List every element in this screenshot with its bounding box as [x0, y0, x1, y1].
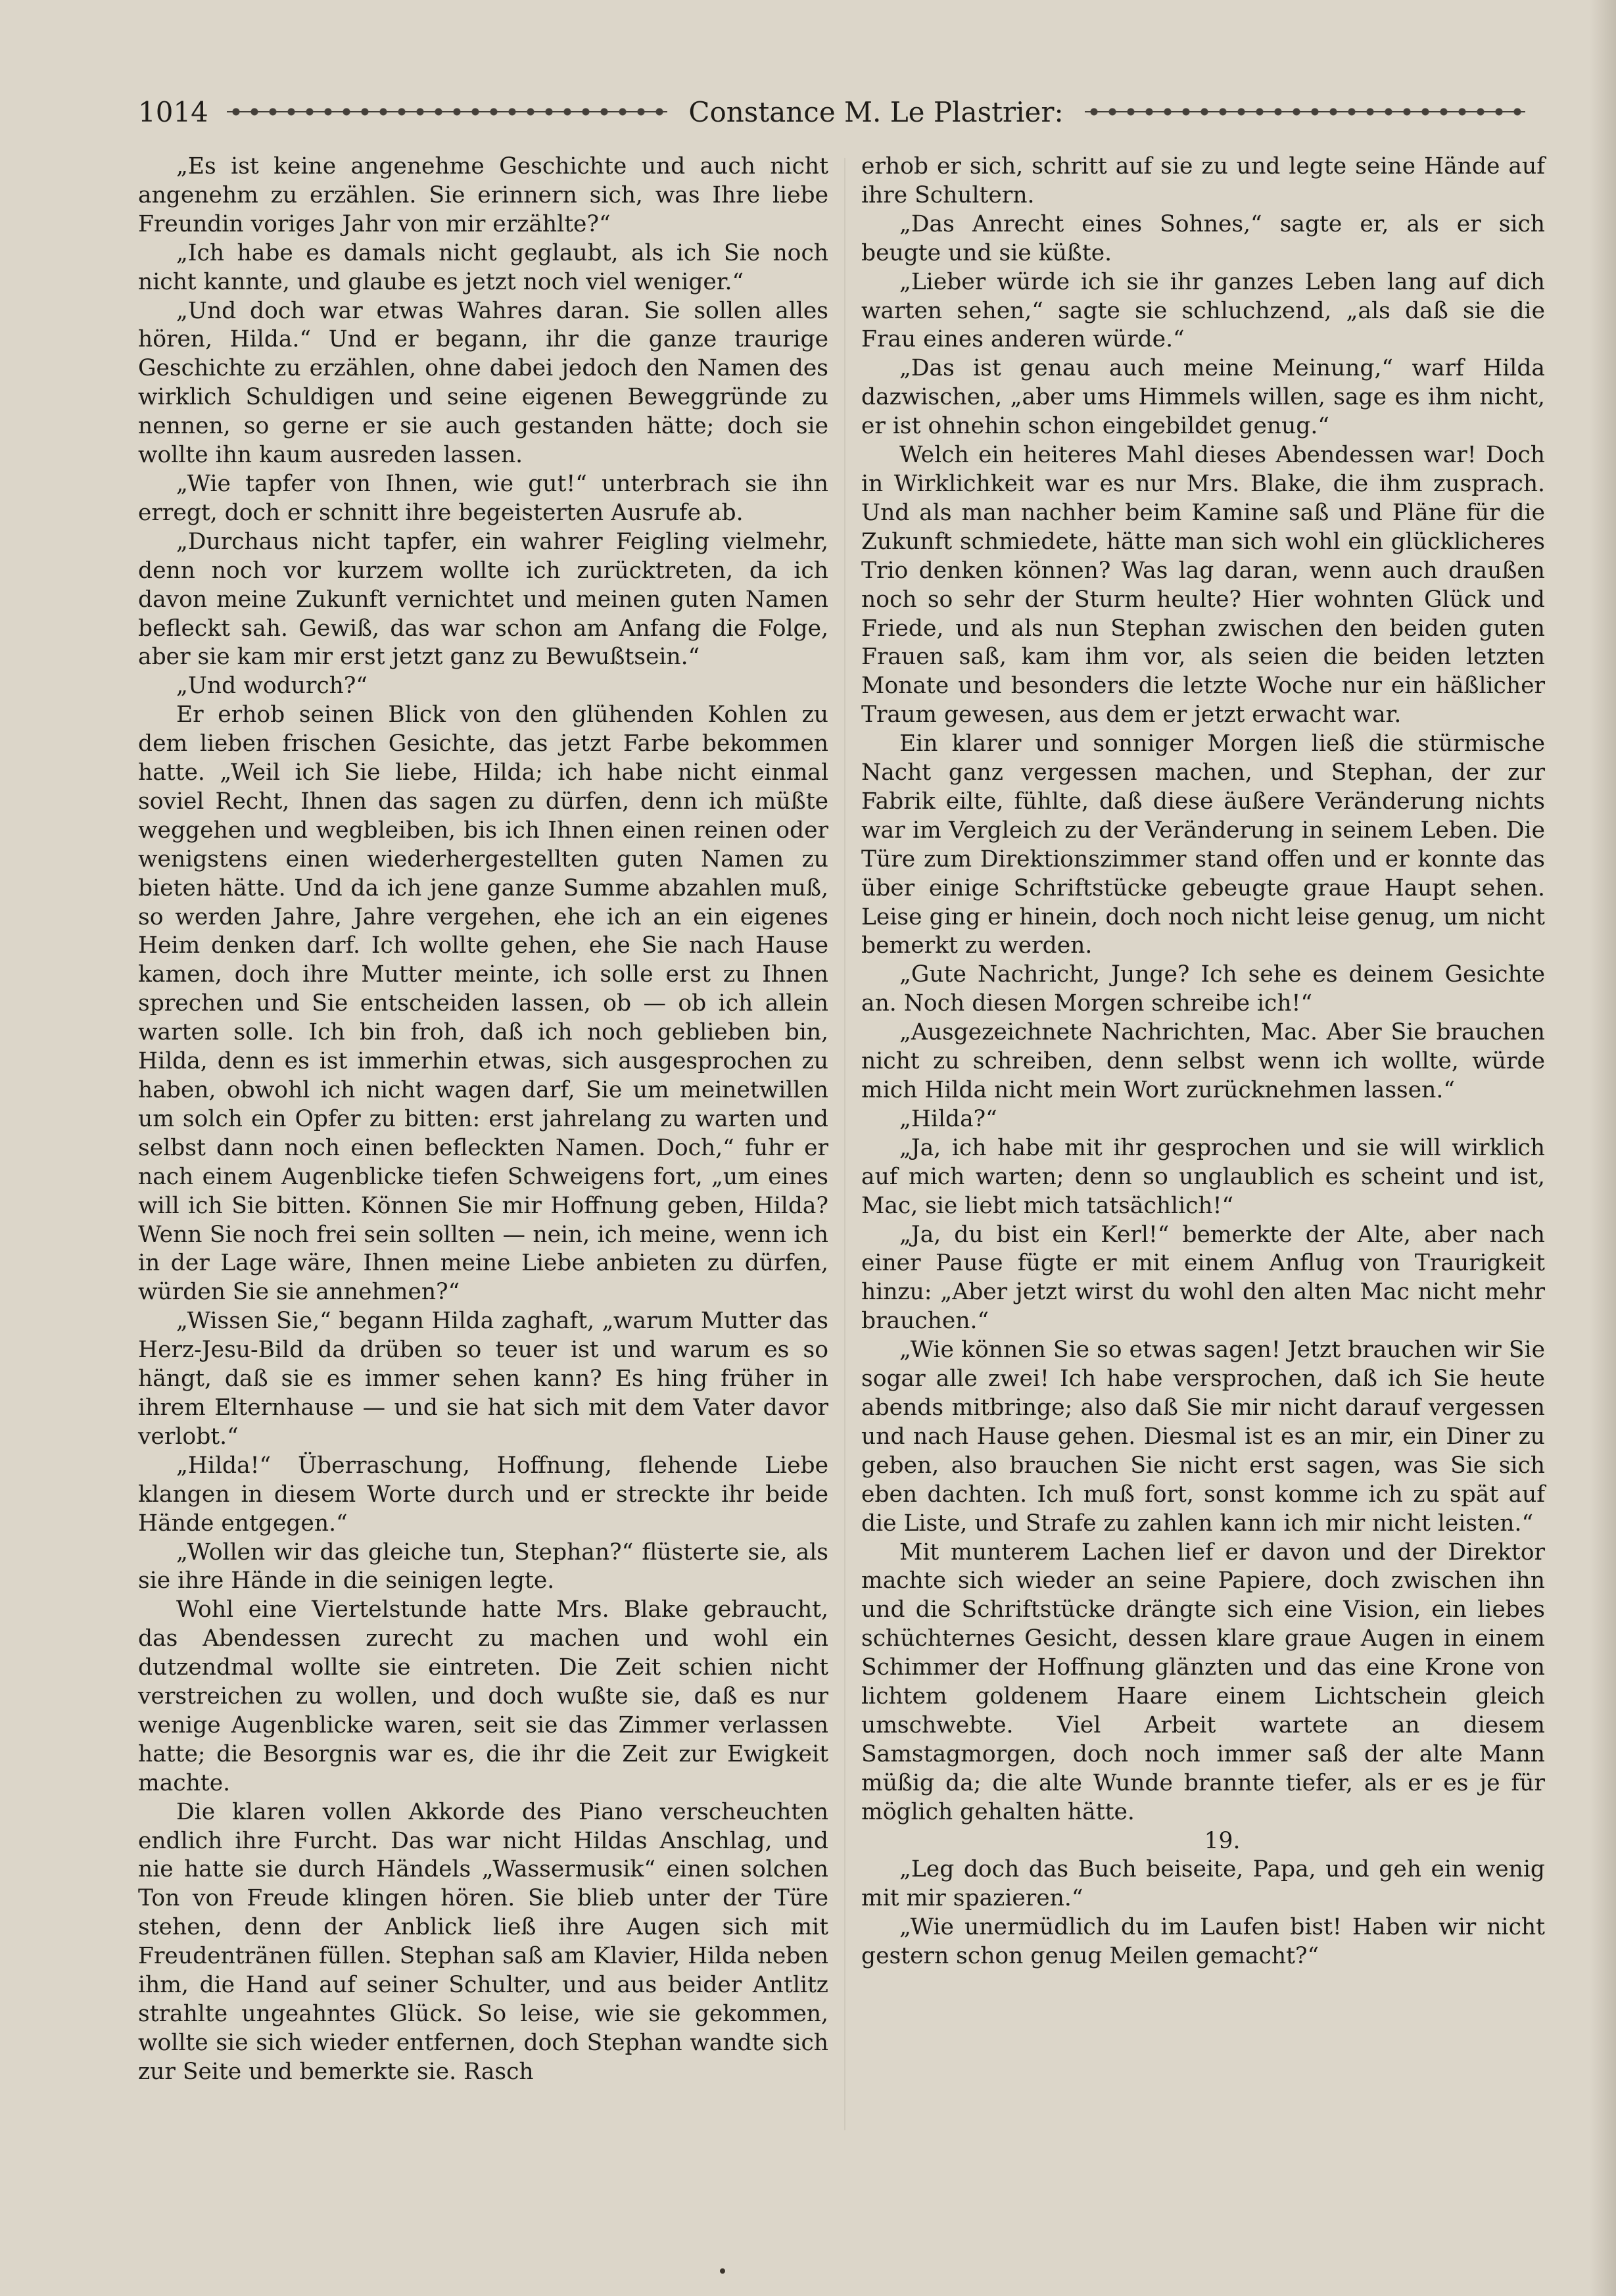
paragraph: „Ja, ich habe mit ihr gesprochen und sie will wirklich auf mich warten; denn so unglaublich es scheint und ist, Mac, sie liebt mich tatsächlich!“: [861, 1134, 1545, 1219]
column-gutter: [844, 158, 845, 2130]
paragraph: „Wie können Sie so etwas sagen! Jetzt brauchen wir Sie sogar alle zwei! Ich habe versprochen, daß ich Sie heute abends mitbringe; also daß Sie mir nicht darauf vergessen und nach Hause gehen. Diesmal ist es an mir, ein Diner zu geben, also brauchen Sie nicht erst sagen, was Sie sich eben dachten. Ich muß fort, sonst komme ich zu spät auf die Liste, und Strafe zu zahlen kann ich mir nicht leisten.“: [861, 1337, 1545, 1537]
header-ornament-left: [227, 106, 667, 118]
paragraph: „Ich habe es damals nicht geglaubt, als ich Sie noch nicht kannte, und glaube es jetzt noch viel weniger.“: [138, 239, 828, 295]
paragraph: „Hilda?“: [899, 1105, 997, 1132]
paragraph: Ein klarer und sonniger Morgen ließ die stürmische Nacht ganz vergessen machen, und Stephan, der zur Fabrik eilte, fühlte, daß diese äußere Veränderung nichts war im Vergleich zu der Veränderung in seinem Leben. Die Türe zum Direktionszimmer stand offen und er konnte das über einige Schriftstücke gebeugte graue Haupt sehen. Leise ging er hinein, doch noch nicht leise genug, um nicht bemerkt zu werden.: [861, 730, 1545, 959]
paragraph: „Gute Nachricht, Junge? Ich sehe es deinem Gesichte an. Noch diesen Morgen schreibe ich!“: [861, 961, 1545, 1017]
paragraph: Die klaren vollen Akkorde des Piano verscheuchten endlich ihre Furcht. Das war nicht Hildas Anschlag, und nie hatte sie durch Händels „Wassermusik“ einen solchen Ton von Freude klingen hören. Sie blieb unter der Türe stehen, denn der Anblick ließ ihre Augen sich mit Freudentränen füllen. Stephan saß am Klavier, Hilda neben ihm, die Hand auf seiner Schulter, und aus beider Antlitz strahlte ungeahntes Glück. So leise, wie sie gekommen, wollte sie sich wieder entfernen, doch Stephan wandte sich zur Seite und bemerkte sie. Rasch: [138, 1798, 828, 2085]
paragraph: „Das ist genau auch meine Meinung,“ warf Hilda dazwischen, „aber ums Himmels willen, sage es ihm nicht, er ist ohnehin schon eingebildet genug.“: [861, 355, 1545, 440]
page-header: [138, 85, 1525, 138]
paragraph: „Hilda!“ Überraschung, Hoffnung, flehende Liebe klangen in diesem Worte durch und er streckte ihr beide Hände entgegen.“: [138, 1452, 828, 1537]
header-ornament-right: [1085, 106, 1525, 118]
paragraph: „Wissen Sie,“ begann Hilda zaghaft, „warum Mutter das Herz-Jesu-Bild da drüben so teuer ist und warum es so hängt, daß sie es immer sehen kann? Es hing früher in ihrem Elternhause — und sie hat sich mit dem Vater davor verlobt.“: [138, 1308, 828, 1450]
paragraph: „Es ist keine angenehme Geschichte und auch nicht angenehm zu erzählen. Sie erinnern sich, was Ihre liebe Freundin voriges Jahr von mir erzählte?“: [138, 153, 828, 237]
chapter-number: 19.: [1204, 1827, 1241, 1854]
paragraph-continued: erhob er sich, schritt auf sie zu und legte seine Hände auf ihre Schultern.: [861, 153, 1545, 208]
paragraph: „Lieber würde ich sie ihr ganzes Leben lang auf dich warten sehen,“ sagte sie schluchzend, „als daß sie die Frau eines anderen würde.“: [861, 268, 1545, 353]
paragraph: „Wie tapfer von Ihnen, wie gut!“ unterbrach sie ihn erregt, doch er schnitt ihre begeisterten Ausrufe ab.: [138, 470, 828, 526]
running-title: Constance M. Le Plastrier:: [688, 95, 1064, 128]
paragraph: „Und wodurch?“: [176, 673, 368, 700]
paragraph: „Leg doch das Buch beiseite, Papa, und geh ein wenig mit mir spazieren.“: [861, 1856, 1545, 1912]
left-column: [138, 153, 828, 2087]
right-column: [861, 153, 1545, 1971]
page-number: 1014: [138, 95, 208, 128]
paragraph: Mit munterem Lachen lief er davon und der Direktor machte sich wieder an seine Papiere, doch zwischen ihn und die Schriftstücke drängte sich eine Vision, ein liebes schüchternes Gesicht, dessen klare graue Augen in einem Schimmer der Hoffnung glänzten und das eine Krone von lichtem goldenem Haare einem Lichtschein gleich umschwebte. Viel Arbeit wartete an diesem Samstagmorgen, doch noch immer saß der alte Mann müßig da; die alte Wunde brannte tiefer, als er es je für möglich gehalten hätte.: [861, 1539, 1545, 1825]
paragraph: „Wie unermüdlich du im Laufen bist! Haben wir nicht gestern schon genug Meilen gemacht?“: [861, 1914, 1545, 1970]
paragraph: Welch ein heiteres Mahl dieses Abendessen war! Doch in Wirklichkeit war es nur Mrs. Blake, die ihm zusprach. Und als man nachher beim Kamine saß und Pläne für die Zukunft schmiedete, hätte man sich wohl ein glücklicheres Trio denken können? Was lag daran, wenn auch draußen noch so sehr der Sturm heulte? Hier wohnten Glück und Friede, und als nun Stephan zwischen den beiden guten Frauen saß, kam ihm vor, als seien die beiden letzten Monate und besonders die letzte Woche nur ein häßlicher Traum gewesen, aus dem er jetzt erwacht war.: [861, 442, 1545, 729]
paragraph: „Das Anrecht eines Sohnes,“ sagte er, als er sich beugte und sie küßte.: [861, 210, 1545, 266]
paragraph: Er erhob seinen Blick von den glühenden Kohlen zu dem lieben frischen Gesichte, das jetzt Farbe bekommen hatte. „Weil ich Sie liebe, Hilda; ich habe nicht einmal soviel Recht, Ihnen das sagen zu dürfen, denn ich müßte weggehen und wegbleiben, bis ich Ihnen einen reinen oder wenigstens einen wiederhergestellten guten Namen zu bieten hätte. Und da ich jene ganze Summe abzahlen muß, so werden Jahre, Jahre vergehen, ehe ich an ein eigenes Heim denken darf. Ich wollte gehen, ehe Sie nach Hause kamen, doch ihre Mutter meinte, ich solle erst zu Ihnen sprechen und Sie entscheiden lassen, ob — ob ich allein warten solle. Ich bin froh, daß ich noch geblieben bin, Hilda, denn es ist immerhin etwas, sich ausgesprochen zu haben, obwohl ich nicht wagen darf, Sie um meinetwillen um solch ein Opfer zu bitten: erst jahrelang zu warten und selbst dann noch einen befleckten Namen. Doch,“ fuhr er nach einem Augenblicke tiefen Schweigens fort, „um eines will ich Sie bitten. Können Sie mir Hoffnung geben, Hilda? Wenn Sie noch frei sein sollten — nein, ich meine, wenn ich in der Lage wäre, Ihnen meine Liebe anbieten zu dürfen, würden Sie sie annehmen?“: [138, 702, 828, 1306]
paragraph: „Durchaus nicht tapfer, ein wahrer Feigling vielmehr, denn noch vor kurzem wollte ich zurücktreten, da ich davon meine Zukunft vernichtet und meinen guten Namen befleckt sah. Gewiß, das war schon am Anfang die Folge, aber sie kam mir erst jetzt ganz zu Bewußtsein.“: [138, 528, 828, 671]
page-edge-shadow: [1590, 0, 1616, 2296]
print-speck: [720, 2268, 725, 2274]
paragraph: „Und doch war etwas Wahres daran. Sie sollen alles hören, Hilda.“ Und er begann, ihr die ganze traurige Geschichte zu erzählen, ohne dabei jedoch den Namen des wirklich Schuldigen und seine eigenen Beweggründe zu nennen, so gerne er sie auch gestanden hätte; doch sie wollte ihn kaum ausreden lassen.: [138, 297, 828, 469]
paragraph: Wohl eine Viertelstunde hatte Mrs. Blake gebraucht, das Abendessen zurecht zu machen und wohl ein dutzendmal wollte sie eintreten. Die Zeit schien nicht verstreichen zu wollen, und doch wußte sie, daß es nur wenige Augenblicke waren, seit sie das Zimmer verlassen hatte; die Besorgnis war es, die ihr die Zeit zur Ewigkeit machte.: [138, 1596, 828, 1796]
paragraph: „Ja, du bist ein Kerl!“ bemerkte der Alte, aber nach einer Pause fügte er mit einem Anflug von Traurigkeit hinzu: „Aber jetzt wirst du wohl den alten Mac nicht mehr brauchen.“: [861, 1221, 1545, 1335]
paragraph: „Wollen wir das gleiche tun, Stephan?“ flüsterte sie, als sie ihre Hände in die seinigen legte.: [138, 1539, 828, 1594]
paragraph: „Ausgezeichnete Nachrichten, Mac. Aber Sie brauchen nicht zu schreiben, denn selbst wenn ich wollte, würde mich Hilda nicht mein Wort zurücknehmen lassen.“: [861, 1019, 1545, 1103]
